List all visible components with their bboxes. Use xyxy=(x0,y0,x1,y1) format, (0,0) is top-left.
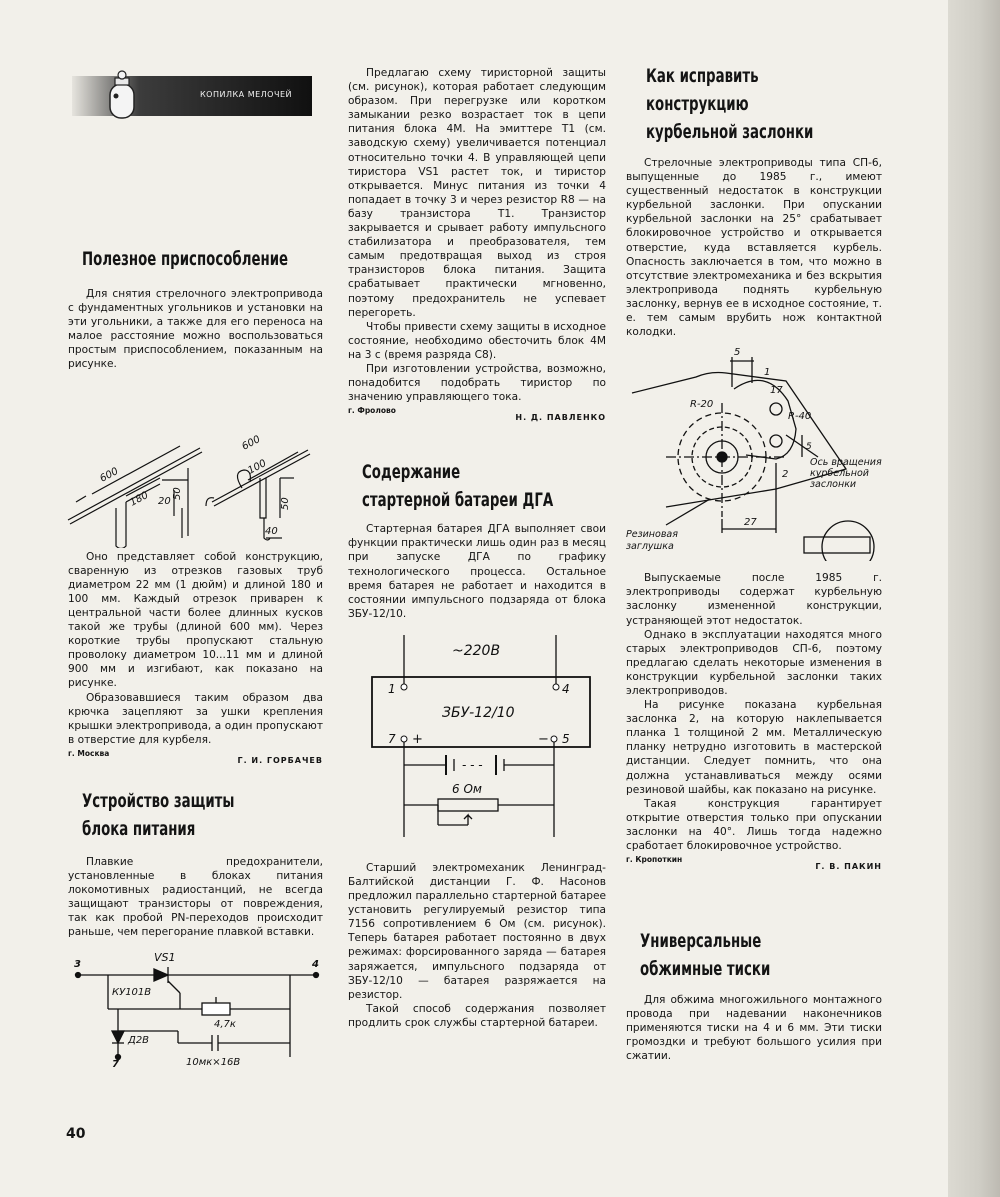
plus-sign: + xyxy=(412,731,423,747)
article1-title: Полезное приспособление xyxy=(82,248,289,270)
dim-27: 27 xyxy=(744,517,757,529)
article2-text-4: При изготовлении устройства, возможно, понадобится подобрать тиристор по значению управляющего тока. xyxy=(348,362,606,404)
column-2 xyxy=(348,66,606,1030)
article2-text: Плавкие предохранители, установленные в блоках питания локомотивных радиостанций, не всегда защищают транзисторы от повреждения, так как пробой PN-переходов происходит раньше, чем перегорание плавкой вставки. xyxy=(68,855,323,939)
article2-text-3: Чтобы привести схему защиты в исходное состояние, необходимо обесточить блок 4М на 3 с (время разряда С8). xyxy=(348,320,606,361)
article3-title-line1: Содержание xyxy=(362,461,461,484)
circuit-node-4: 4 xyxy=(312,959,319,971)
article4-title-line1: Как исправить xyxy=(646,65,759,87)
resistor-value: 4,7к xyxy=(214,1019,236,1031)
thyristor-label: VS1 xyxy=(154,951,176,965)
article4-title-line2: конструкцию xyxy=(646,93,749,115)
battery-dashes: - - - xyxy=(462,757,483,772)
dim-17: 17 xyxy=(770,385,783,397)
thyristor-circuit-figure xyxy=(68,947,330,1067)
dim-40: 40 xyxy=(265,525,278,537)
dim-20: 20 xyxy=(158,495,171,507)
dim-50-right: 50 xyxy=(280,496,291,510)
banner-label: КОПИЛКА МЕЛОЧЕЙ xyxy=(200,90,292,99)
dim-600-left: 600 xyxy=(98,465,121,485)
article5-text: Для обжима многожильного монтажного провода при надевании наконечников применяются тиски на 4 и 6 мм. Эти тиски громоздки и требуют большого усилия при сжатии. xyxy=(626,994,882,1063)
diode-type: Д2В xyxy=(128,1035,150,1047)
circuit-node-7: 7 xyxy=(112,1059,119,1068)
article2-title-line2: блока питания xyxy=(82,817,196,840)
dim-100: 100 xyxy=(246,457,269,477)
page-number: 40 xyxy=(66,1126,86,1142)
article1-text-3: Образовавшиеся таким образом два крючка зацепляют за ушки крепления крышки электропривода, а один пропускают в отверстие для курбеля. xyxy=(68,691,323,746)
article5-title-line1: Универсальные xyxy=(640,930,762,953)
column-1 xyxy=(68,70,323,1067)
rubber-plug-label: Резиновая заглушка xyxy=(626,529,678,553)
article4-text-3: Однако в эксплуатации находятся много старых электроприводов СП-6, поэтому предлагаю сделать некоторые изменения в конструкции курбельной заслонки таких электроприводов. xyxy=(626,628,882,697)
article4-author: Г. В. ПАКИН xyxy=(815,862,882,872)
dim-600-right: 600 xyxy=(240,433,263,453)
thyristor-type: КУ101В xyxy=(112,987,152,999)
dim-50-left: 50 xyxy=(172,486,183,500)
article4-text-2: Выпускаемые после 1985 г. электроприводы содержат курбельную заслонку измененной конструкции, устраняющей этот недостаток. xyxy=(626,572,882,627)
article3-title-line2: стартерной батареи ДГА xyxy=(362,489,554,512)
article2-author: Н. Д. ПАВЛЕНКО xyxy=(515,413,606,423)
article3-text-3: Такой способ содержания позволяет продлить срок службы стартерной батареи. xyxy=(348,1002,606,1029)
column-3 xyxy=(626,62,882,1064)
block-node-7: 7 xyxy=(388,731,396,746)
article4-text-4: На рисунке показана курбельная заслонка 2, на которую наклепывается планка 1 толщиной 2 мм. Металлическую планку нетрудно изготовить в мастерской дистанции. Следует помнить, что она должна устанавливаться между осями резиновой шайбы, как показано на рисунке. xyxy=(626,699,882,796)
ac-supply-label: ~220В xyxy=(452,642,501,659)
article1-text-2: Оно представляет собой конструкцию, сваренную из отрезков газовых труб диаметром 22 мм (1 дюйм) и длиной 180 и 100 мм. Каждый отрезок приварен к центральной части более длинных кусков такой же трубы (длиной 600 мм). Через короткие трубы пропускают стальную проволоку диаметром 10...11 мм и длиной 900 мм и изгибают, как показано на рисунке. xyxy=(68,550,323,690)
minus-sign: − xyxy=(538,731,549,747)
article1-text: Для снятия стрелочного электропривода с фундаментных угольников и установки на эти угольники, а также для его переноса на малое расстояние можно воспользоваться простым приспособлением, показанным на рисунке. xyxy=(68,288,323,371)
block-node-1: 1 xyxy=(388,681,396,696)
crank-flap-figure xyxy=(626,347,882,561)
block-node-5: 5 xyxy=(562,731,570,746)
article1-place: г. Москва xyxy=(68,748,110,758)
next-page-edge xyxy=(948,0,1000,1197)
hook-fixture-figure xyxy=(62,378,317,548)
charger-label: ЗБУ-12/10 xyxy=(442,704,515,721)
article4-text: Стрелочные электроприводы типа СП-6, выпущенные до 1985 г., имеют существенный недостаток в конструкции курбельной заслонки. При опускании курбельной заслонки на 25° срабатывает блокировочное устройство и открывается отверстие, куда вставляется курбель. Опасность заключается в том, что можно в отсутствие электромеханика и без вскрытия электропривода поднять курбельную заслонку, вернув ее в исходное состояние, т. е. тем самым врубить нож контактной колодки. xyxy=(626,157,882,339)
article3-text-2: Старший электромеханик Ленинград-Балтийской дистанции Г. Ф. Насонов предложил параллельно стартерной батарее установить регулируемый резистор типа 7156 сопротивлением 6 Ом (см. рисунок). Теперь батарея работает постоянно в двух режимах: форсированного заряда — батарея заряжается, импульсного подзаряда от ЗБУ-12/10 — батарея разряжается на резистор. xyxy=(348,861,606,1001)
article5-title-line2: обжимные тиски xyxy=(640,958,771,981)
block-node-4: 4 xyxy=(562,681,570,696)
article2-place: г. Фролово xyxy=(348,406,396,416)
article4-place: г. Кропоткин xyxy=(626,855,683,865)
resistor-label: 6 Ом xyxy=(452,781,482,796)
article2-text-2: Предлагаю схему тиристорной защиты (см. рисунок), которая работает следующим образом. При перегрузке или коротком замыкании резко возрастает ток в цепи питания блока 4М. На эмиттере Т1 (см. заводскую схему) увеличивается потенциал относительно точки 4. В управляющей цепи тиристора VS1 растет ток, и тиристор открывается. Минус питания из точки 4 попадает в точку 3 и через резистор R8 — на базу транзистора Т1. Транзистор закрывается и срывает работу импульсного стабилизатора и преобразователя, тем самым предотвращая выход из строя транзисторов блока питания. Защита срабатывает практически мгновенно, поэтому предохранитель не успевает перегореть. xyxy=(348,67,606,319)
axis-label: Ось вращения курбельной заслонки xyxy=(810,457,882,491)
circuit-node-3: 3 xyxy=(74,959,81,971)
article2-title-line1: Устройство защиты xyxy=(82,789,235,812)
part-1-label: 1 xyxy=(764,367,771,379)
article4-text-5: Такая конструкция гарантирует открытие отверстия только при опускании заслонки на 40°. Лишь тогда надежно сработает блокировочное устройство. xyxy=(626,797,882,852)
dim-180: 180 xyxy=(128,489,151,509)
radius-40: R-40 xyxy=(788,411,812,423)
part-2-label: 2 xyxy=(782,469,789,481)
article3-text: Стартерная батарея ДГА выполняет свои функции практически лишь один раз в месяц при запуске ДГА по графику технологического процесса. Остальное время батарея не работает и находится в состоянии импульсного подзаряда от блока ЗБУ-12/10. xyxy=(348,523,606,620)
dim-5-top: 5 xyxy=(734,347,741,359)
article1-author: Г. И. ГОРБАЧЕВ xyxy=(237,755,323,765)
radius-20: R-20 xyxy=(690,399,714,411)
capacitor-value: 10мк×16В xyxy=(186,1057,241,1068)
article4-title-line3: курбельной заслонки xyxy=(646,121,814,143)
battery-circuit-figure xyxy=(348,631,606,851)
dim-5-right: 5 xyxy=(806,442,812,453)
